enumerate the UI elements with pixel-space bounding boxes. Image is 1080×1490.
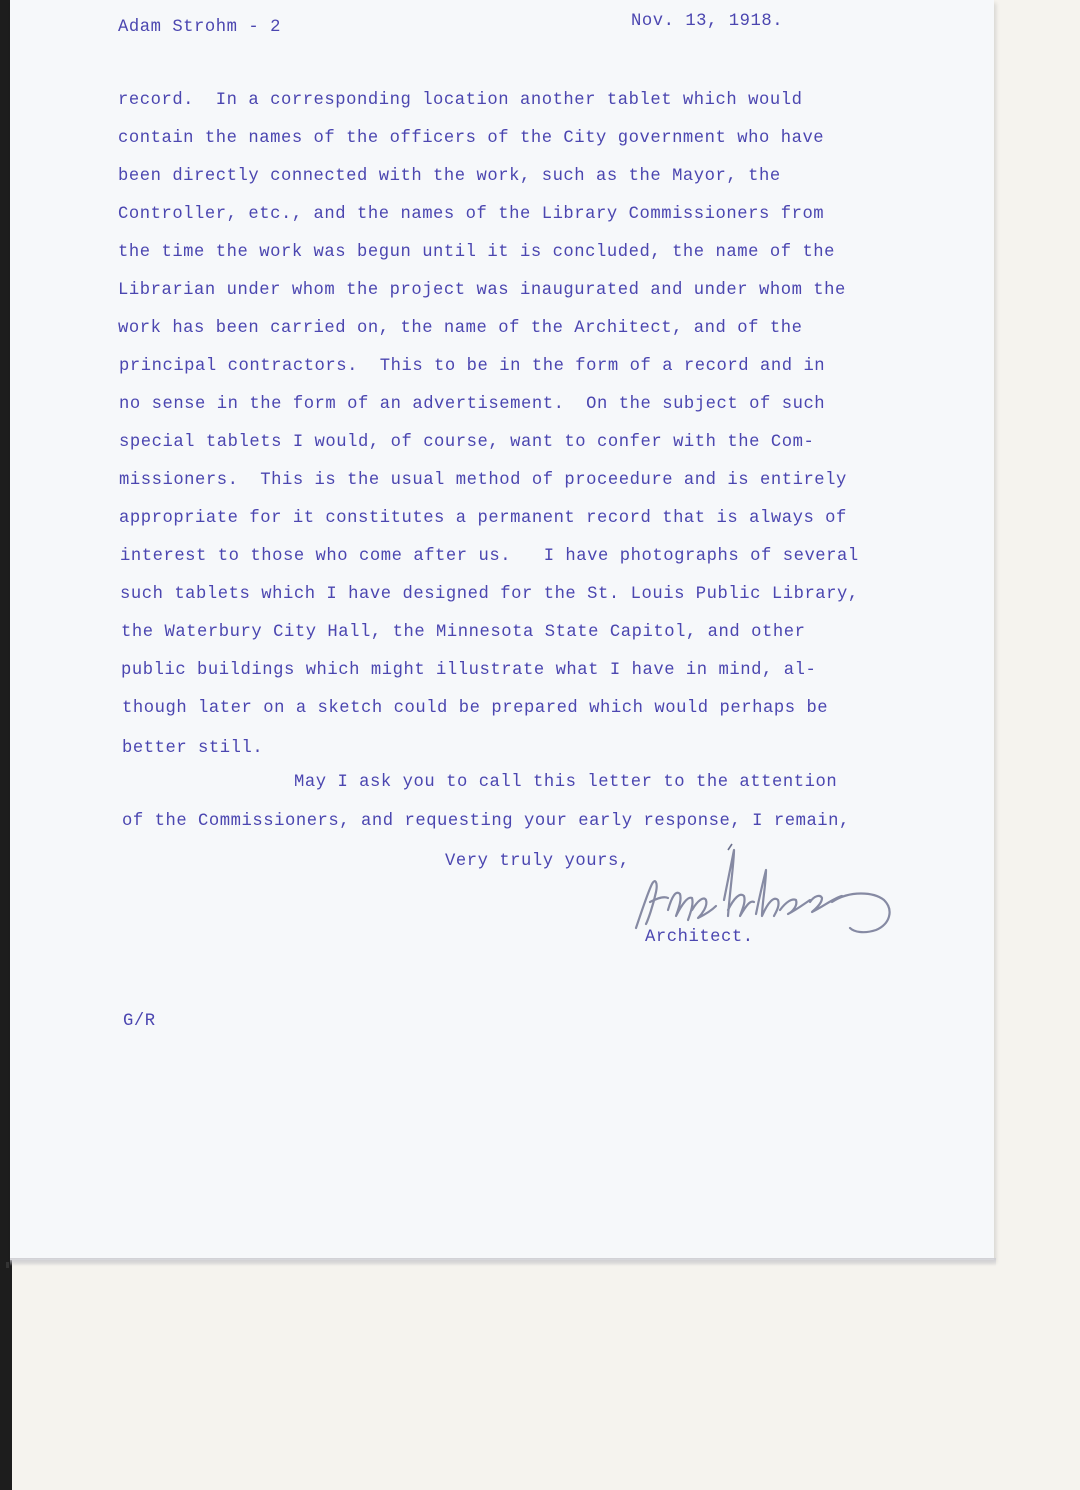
closing-line: of the Commissioners, and requesting your early response, I remain, [122, 812, 850, 831]
body-line: Controller, etc., and the names of the Library Commissioners from [118, 205, 825, 224]
page-header-date: Nov. 13, 1918. [631, 12, 784, 31]
salutation: Very truly yours, [445, 852, 630, 871]
scan-edge-tick [6, 1262, 9, 1268]
body-line: missioners. This is the usual method of proceedure and is entirely [119, 471, 847, 490]
body-line: record. In a corresponding location another tablet which would [118, 91, 803, 110]
body-line: interest to those who come after us. I have photographs of several [120, 547, 859, 566]
handwritten-signature [628, 840, 898, 940]
body-line: the time the work was begun until it is concluded, the name of the [118, 243, 836, 262]
body-line: special tablets I would, of course, want to confer with the Com- [119, 433, 815, 452]
typist-initials: G/R [123, 1012, 156, 1031]
body-line: appropriate for it constitutes a permanent record that is always of [119, 509, 847, 528]
body-line: contain the names of the officers of the City government who have [118, 129, 825, 148]
body-line: Librarian under whom the project was inaugurated and under whom the [118, 281, 846, 300]
signature-title: Architect. [645, 928, 754, 947]
page-header-recipient: Adam Strohm - 2 [118, 18, 281, 37]
body-line: the Waterbury City Hall, the Minnesota State Capitol, and other [121, 623, 806, 642]
body-line: no sense in the form of an advertisement. On the subject of such [119, 395, 826, 414]
body-line: work has been carried on, the name of the Architect, and of the [118, 319, 803, 338]
body-line: better still. [122, 739, 264, 758]
body-line: principal contractors. This to be in the form of a record and in [119, 357, 826, 376]
body-line: though later on a sketch could be prepared which would perhaps be [122, 699, 829, 718]
body-line: been directly connected with the work, such as the Mayor, the [118, 167, 781, 186]
closing-line: May I ask you to call this letter to the attention [294, 773, 838, 792]
body-line: public buildings which might illustrate what I have in mind, al- [121, 661, 817, 680]
body-line: such tablets which I have designed for the St. Louis Public Library, [120, 585, 859, 604]
